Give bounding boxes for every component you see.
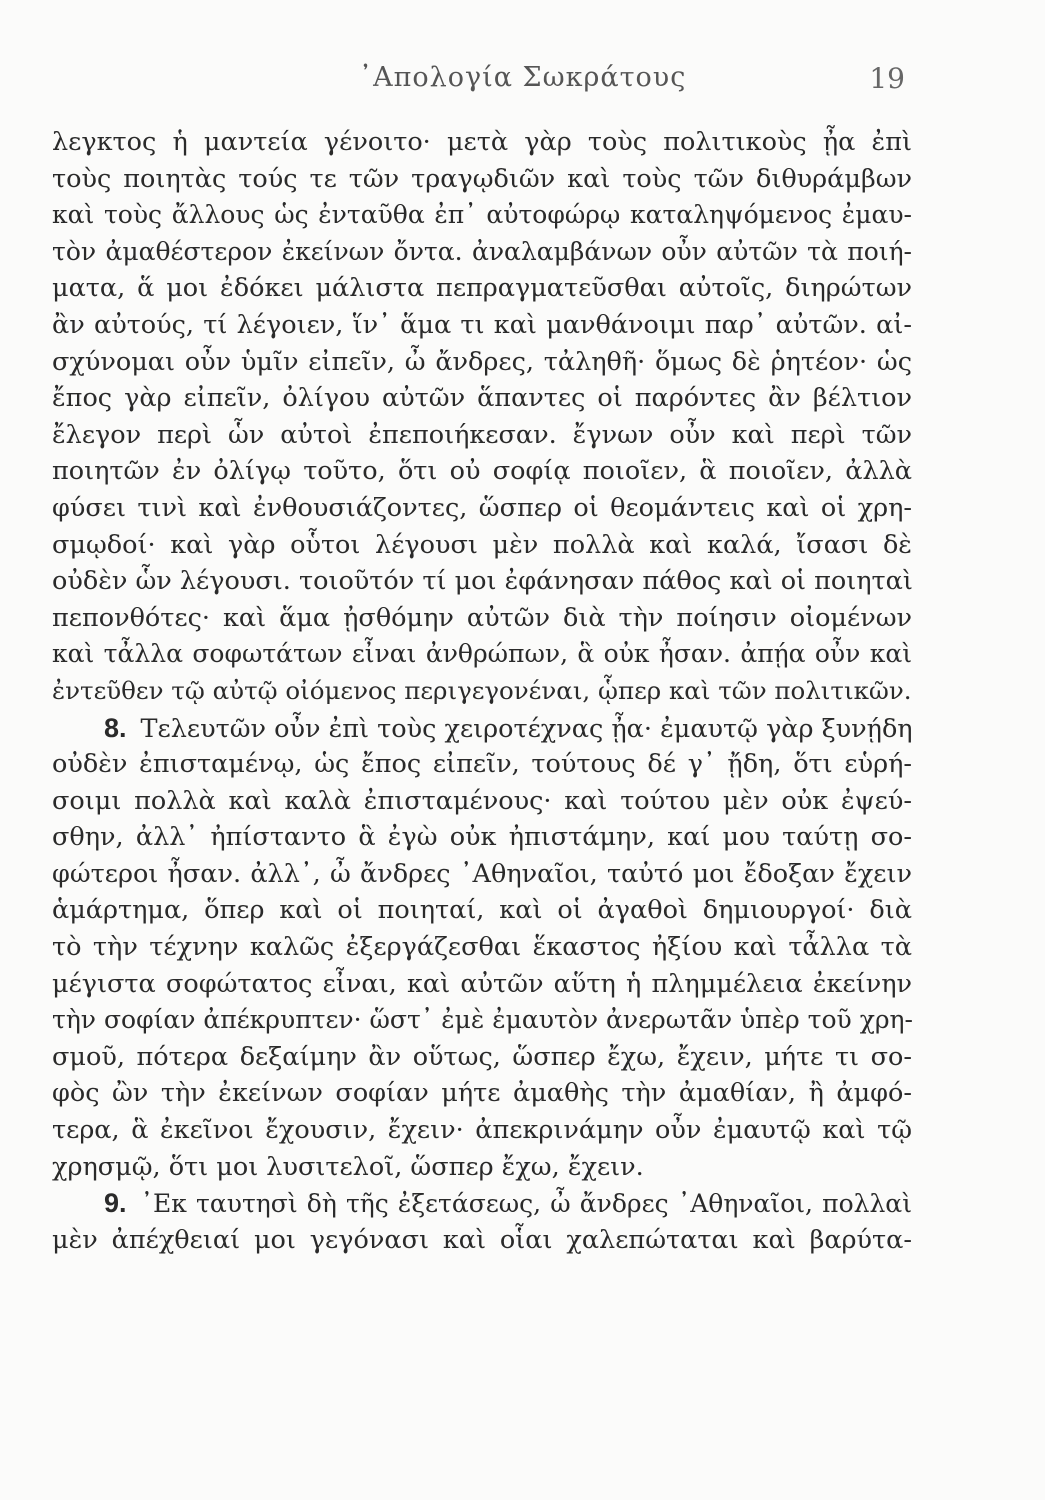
line-text: Τελευτῶν οὖν ἐπὶ τοὺς χειροτέχνας ᾖα· ἐμαυτῷ γὰρ ξυνῄδη: [140, 713, 913, 744]
text-line: [52, 270, 912, 307]
text-line: [52, 1185, 912, 1222]
line-text: τὴν σοφίαν ἀπέκρυπτεν· ὥστ᾿ ἐμὲ ἐμαυτὸν ἀνερωτᾶν ὑπὲρ τοῦ χρη-: [52, 1005, 913, 1035]
text-line: [52, 856, 912, 893]
text-line: [52, 600, 912, 637]
line-text: σοιμι πολλὰ καὶ καλὰ ἐπισταμένους· καὶ τούτου μὲν οὐκ ἐψεύ-: [52, 785, 912, 816]
text-line: [52, 746, 912, 783]
line-text: οὐδὲν ὧν λέγουσι. τοιοῦτόν τί μοι ἐφάνησαν πάθος καὶ οἱ ποιηταὶ: [52, 566, 913, 597]
text-line: [52, 527, 912, 564]
text-line: [52, 161, 912, 198]
text-line: [52, 563, 912, 600]
text-line: [52, 417, 912, 454]
line-text: τὸν ἀμαθέστερον ἐκείνων ὄντα. ἀναλαμβάνων οὖν αὐτῶν τὰ ποιή-: [52, 236, 912, 266]
text-line: [52, 1112, 912, 1149]
text-line: [52, 710, 912, 747]
text-line: [52, 234, 912, 271]
line-text: οὐδὲν ἐπισταμένῳ, ὡς ἔπος εἰπεῖν, τούτους δέ γ᾿ ᾔδη, ὅτι εὑρή-: [52, 749, 912, 780]
text-line: [52, 1039, 912, 1076]
line-text: πεπονθότες· καὶ ἅμα ᾐσθόμην αὐτῶν διὰ τὴν ποίησιν οἰομένων: [52, 602, 912, 633]
line-text: ἔπος γὰρ εἰπεῖν, ὀλίγου αὐτῶν ἅπαντες οἱ παρόντες ἂν βέλτιον: [52, 383, 912, 414]
text-line: [52, 1149, 912, 1186]
section-number: 8.: [104, 712, 127, 743]
text-line: [52, 966, 912, 1003]
text-line: [52, 307, 912, 344]
line-text: σθην, ἀλλ᾿ ἠπίσταντο ἃ ἐγὼ οὐκ ἠπιστάμην, καί μου ταύτῃ σο-: [52, 822, 912, 853]
line-text: ποιητῶν ἐν ὀλίγῳ τοῦτο, ὅτι οὐ σοφίᾳ ποιοῖεν, ἃ ποιοῖεν, ἀλλὰ: [52, 456, 912, 487]
text-line: [52, 929, 912, 966]
line-text: φύσει τινὶ καὶ ἐνθουσιάζοντες, ὥσπερ οἱ θεομάντεις καὶ οἱ χρη-: [52, 492, 912, 523]
text-line: [52, 453, 912, 490]
line-text: μέγιστα σοφώτατος εἶναι, καὶ αὐτῶν αὕτη ἡ πλημμέλεια ἐκείνην: [52, 968, 912, 999]
text-line: [52, 1075, 912, 1112]
text-line: [52, 892, 912, 929]
line-text: σμῳδοί· καὶ γὰρ οὗτοι λέγουσι μὲν πολλὰ καὶ καλά, ἴσασι δὲ: [52, 529, 912, 560]
line-text: μὲν ἀπέχθειαί μοι γεγόνασι καὶ οἷαι χαλεπώταται καὶ βαρύτα-: [52, 1224, 912, 1255]
line-text: φὸς ὢν τὴν ἐκείνων σοφίαν μήτε ἀμαθὴς τὴν ἀμαθίαν, ἢ ἀμφό-: [52, 1078, 912, 1109]
line-text: τὸ τὴν τέχνην καλῶς ἐξεργάζεσθαι ἕκαστος ἠξίου καὶ τἆλλα τὰ: [52, 932, 912, 963]
line-text: ἐντεῦθεν τῷ αὐτῷ οἰόμενος περιγεγονέναι, ᾧπερ καὶ τῶν πολιτικῶν.: [52, 675, 912, 705]
line-text: χρησμῷ, ὅτι μοι λυσιτελοῖ, ὥσπερ ἔχω, ἔχειν.: [52, 1151, 644, 1182]
text-line: [52, 344, 912, 381]
page-header: [0, 62, 1045, 102]
section-number: 9.: [104, 1188, 127, 1219]
running-title: ᾿Απολογία Σωκράτους: [358, 62, 687, 93]
text-line: [52, 197, 912, 234]
line-text: ᾿Εκ ταυτησὶ δὴ τῆς ἐξετάσεως, ὦ ἄνδρες ᾿Αθηναῖοι, πολλαὶ: [140, 1189, 912, 1219]
text-line: [52, 673, 912, 710]
text-line: [52, 1002, 912, 1039]
line-text: ἂν αὐτούς, τί λέγοιεν, ἵν᾿ ἅμα τι καὶ μανθάνοιμι παρ᾿ αὐτῶν. αἰ-: [52, 309, 912, 340]
line-text: ἁμάρτημα, ὅπερ καὶ οἱ ποιηταί, καὶ οἱ ἀγαθοὶ δημιουργοί· διὰ: [52, 895, 912, 926]
text-line: [52, 124, 912, 161]
line-text: τοὺς ποιητὰς τούς τε τῶν τραγῳδιῶν καὶ τοὺς τῶν διθυράμβων: [52, 163, 912, 194]
line-text: σχύνομαι οὖν ὑμῖν εἰπεῖν, ὦ ἄνδρες, τἀληθῆ· ὅμως δὲ ῥητέον· ὡς: [52, 346, 912, 377]
line-text: ἔλεγον περὶ ὧν αὐτοὶ ἐπεποιήκεσαν. ἔγνων οὖν καὶ περὶ τῶν: [52, 419, 912, 450]
line-text: λεγκτος ἡ μαντεία γένοιτο· μετὰ γὰρ τοὺς πολιτικοὺς ᾖα ἐπὶ: [52, 127, 912, 157]
text-line: [52, 783, 912, 820]
line-text: ματα, ἅ μοι ἐδόκει μάλιστα πεπραγματεῦσθαι αὐτοῖς, διηρώτων: [52, 273, 912, 304]
line-text: σμοῦ, πότερα δεξαίμην ἂν οὕτως, ὥσπερ ἔχω, ἔχειν, μήτε τι σο-: [52, 1041, 912, 1072]
line-text: φώτεροι ἦσαν. ἀλλ᾿, ὦ ἄνδρες ᾿Αθηναῖοι, ταὐτό μοι ἔδοξαν ἔχειν: [52, 858, 912, 889]
text-line: [52, 1222, 912, 1259]
text-line: [52, 636, 912, 673]
text-line: [52, 380, 912, 417]
page-number: 19: [869, 62, 905, 95]
body-text: [52, 124, 912, 1258]
text-line: [52, 490, 912, 527]
line-text: τερα, ἃ ἐκεῖνοι ἔχουσιν, ἔχειν· ἀπεκρινάμην οὖν ἐμαυτῷ καὶ τῷ: [52, 1115, 912, 1146]
text-line: [52, 819, 912, 856]
line-text: καὶ τἆλλα σοφωτάτων εἶναι ἀνθρώπων, ἃ οὐκ ἦσαν. ἀπῄα οὖν καὶ: [52, 639, 912, 669]
line-text: καὶ τοὺς ἄλλους ὡς ἐνταῦθα ἐπ᾿ αὐτοφώρῳ καταληψόμενος ἐμαυ-: [52, 200, 912, 230]
